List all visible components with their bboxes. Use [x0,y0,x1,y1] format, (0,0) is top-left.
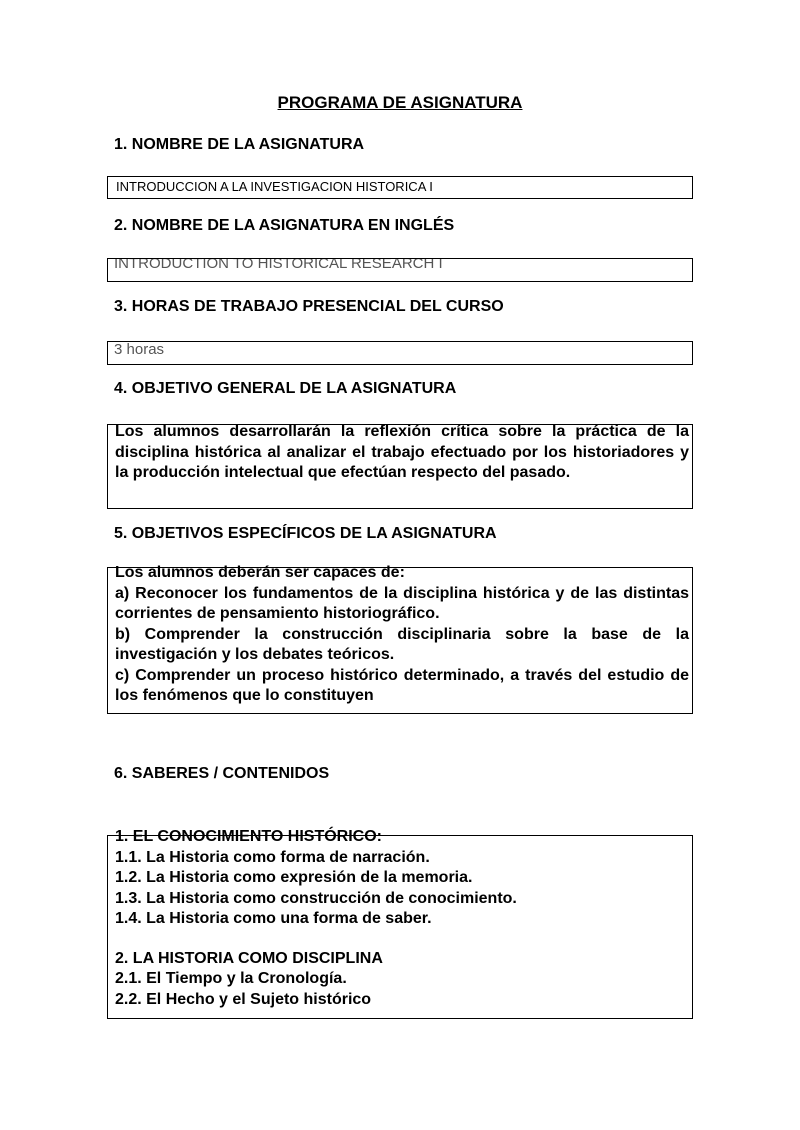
specific-objectives-intro: Los alumnos deberán ser capaces de: [115,564,405,581]
content-item: 1.4. La Historia como una forma de saber. [115,910,432,927]
section-1-box [107,176,693,199]
subject-name-english: INTRODUCTION TO HISTORICAL RESEARCH I [114,258,443,272]
section-2-heading: 2. NOMBRE DE LA ASIGNATURA EN INGLÉS [114,217,455,234]
section-6-heading: 6. SABERES / CONTENIDOS [114,765,330,782]
course-hours: 3 horas [114,341,165,358]
specific-objective-item: c) Comprender un proceso histórico determinado, a través del estudio de los fenómenos que lo constituyen [115,666,689,704]
section-5-heading: 5. OBJETIVOS ESPECÍFICOS DE LA ASIGNATURA [114,525,497,542]
section-6-box [107,828,693,1019]
page-title: PROGRAMA DE ASIGNATURA [277,93,523,112]
content-item: 2.2. El Hecho y el Sujeto histórico [115,990,372,1008]
section-3-box [107,341,693,365]
content-item: 1.2. La Historia como expresión de la memoria. [115,869,473,886]
content-unit-title: 1. EL CONOCIMIENTO HISTÓRICO: [115,828,382,845]
section-4-box [107,424,693,509]
section-3-heading: 3. HORAS DE TRABAJO PRESENCIAL DEL CURSO [114,298,504,315]
subject-name: INTRODUCCION A LA INVESTIGACION HISTORICA I [116,179,433,194]
spacer [108,930,692,949]
content-item: 1.1. La Historia como forma de narración. [115,848,430,866]
section-5-box [107,564,693,714]
specific-objective-item: a) Reconocer los fundamentos de la disciplina histórica y de las distintas corrientes de pensamiento historiográfico. [115,584,689,622]
section-2-box [107,258,693,282]
general-objective-text: Los alumnos desarrollarán la reflexión crítica sobre la práctica de la disciplina histórica al analizar el trabajo efectuado por los historiadores y la producción intelectual que efectúan respecto del pasado. [115,423,689,481]
section-1-heading: 1. NOMBRE DE LA ASIGNATURA [114,136,365,153]
section-4-heading: 4. OBJETIVO GENERAL DE LA ASIGNATURA [114,380,457,397]
content-item: 2.1. El Tiempo y la Cronología. [115,970,347,987]
specific-objective-item: b) Comprender la construcción disciplinaria sobre la base de la investigación y los debates teóricos. [115,625,689,663]
content-unit-title: 2. LA HISTORIA COMO DISCIPLINA [115,949,383,967]
content-item: 1.3. La Historia como construcción de conocimiento. [115,889,517,907]
